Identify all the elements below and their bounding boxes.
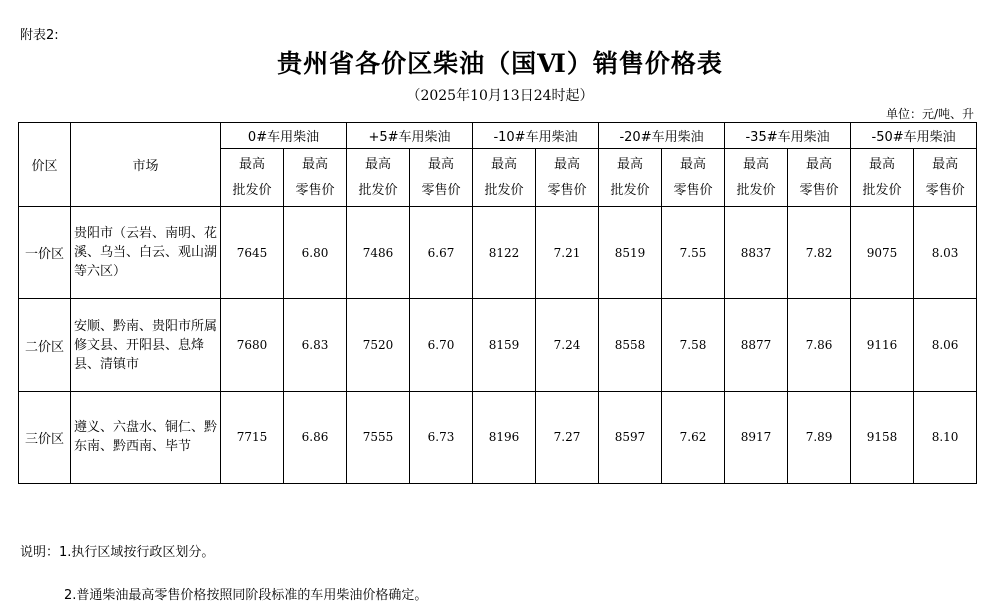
retail-price-cell: 6.73 <box>410 391 473 483</box>
retail-price-cell: 7.27 <box>536 391 599 483</box>
wholesale-header-line2: 批发价 <box>862 182 902 198</box>
wholesale-header-line2: 批发价 <box>358 182 398 198</box>
retail-price-cell: 8.10 <box>914 391 977 483</box>
retail-header <box>662 149 725 207</box>
retail-header <box>914 149 977 207</box>
table-row <box>19 299 977 391</box>
zone-cell: 二价区 <box>19 299 71 391</box>
retail-price-cell: 6.86 <box>284 391 347 483</box>
wholesale-header <box>221 149 284 207</box>
wholesale-price-cell: 7645 <box>221 207 284 299</box>
retail-price-cell: 7.62 <box>662 391 725 483</box>
product-header: -10#车用柴油 <box>473 123 599 149</box>
wholesale-price-cell: 8159 <box>473 299 536 391</box>
wholesale-header-line2: 批发价 <box>610 182 650 198</box>
wholesale-price-cell: 8519 <box>599 207 662 299</box>
product-header: 0#车用柴油 <box>221 123 347 149</box>
wholesale-header-line2: 批发价 <box>484 182 524 198</box>
zone-header: 价区 <box>19 123 71 207</box>
zone-cell: 一价区 <box>19 207 71 299</box>
retail-price-cell: 7.58 <box>662 299 725 391</box>
retail-header-line1: 最高 <box>428 156 455 172</box>
retail-price-cell: 7.86 <box>788 299 851 391</box>
retail-header-line2: 零售价 <box>925 182 965 198</box>
wholesale-price-cell: 8917 <box>725 391 788 483</box>
retail-price-cell: 7.55 <box>662 207 725 299</box>
retail-header <box>410 149 473 207</box>
wholesale-price-cell: 8196 <box>473 391 536 483</box>
retail-header-line1: 最高 <box>554 156 581 172</box>
wholesale-price-cell: 8877 <box>725 299 788 391</box>
wholesale-price-cell: 8837 <box>725 207 788 299</box>
retail-price-cell: 7.21 <box>536 207 599 299</box>
table-row <box>19 391 977 483</box>
market-header: 市场 <box>71 123 221 207</box>
wholesale-header <box>725 149 788 207</box>
wholesale-header <box>347 149 410 207</box>
market-cell: 安顺、黔南、贵阳市所属修文县、开阳县、息烽县、清镇市 <box>71 299 221 391</box>
wholesale-header <box>851 149 914 207</box>
wholesale-price-cell: 9116 <box>851 299 914 391</box>
wholesale-price-cell: 8122 <box>473 207 536 299</box>
retail-header-line1: 最高 <box>932 156 959 172</box>
market-cell: 遵义、六盘水、铜仁、黔东南、黔西南、毕节 <box>71 391 221 483</box>
wholesale-price-cell: 7555 <box>347 391 410 483</box>
retail-header-line2: 零售价 <box>673 182 713 198</box>
retail-header-line1: 最高 <box>680 156 707 172</box>
retail-header-line2: 零售价 <box>547 182 587 198</box>
retail-header <box>536 149 599 207</box>
retail-price-cell: 6.80 <box>284 207 347 299</box>
price-table <box>18 122 977 484</box>
wholesale-header-line1: 最高 <box>869 156 896 172</box>
retail-price-cell: 7.24 <box>536 299 599 391</box>
wholesale-price-cell: 9158 <box>851 391 914 483</box>
wholesale-price-cell: 8597 <box>599 391 662 483</box>
retail-header-line2: 零售价 <box>295 182 335 198</box>
retail-price-cell: 6.70 <box>410 299 473 391</box>
wholesale-header-line2: 批发价 <box>232 182 272 198</box>
effective-date: （2025年10月13日24时起） <box>406 88 594 104</box>
wholesale-price-cell: 9075 <box>851 207 914 299</box>
annex-label: 附表2: <box>20 28 59 43</box>
wholesale-price-cell: 8558 <box>599 299 662 391</box>
product-header: +5#车用柴油 <box>347 123 473 149</box>
page-title: 贵州省各价区柴油（国Ⅵ）销售价格表 <box>277 49 723 78</box>
table-row <box>19 207 977 299</box>
wholesale-header-line1: 最高 <box>238 156 265 172</box>
market-cell: 贵阳市（云岩、南明、花溪、乌当、白云、观山湖等六区） <box>71 207 221 299</box>
wholesale-price-cell: 7520 <box>347 299 410 391</box>
retail-price-cell: 6.67 <box>410 207 473 299</box>
retail-price-cell: 6.83 <box>284 299 347 391</box>
retail-price-cell: 7.82 <box>788 207 851 299</box>
retail-price-cell: 8.03 <box>914 207 977 299</box>
header-row-products <box>19 123 977 149</box>
wholesale-price-cell: 7680 <box>221 299 284 391</box>
wholesale-header-line1: 最高 <box>365 156 392 172</box>
zone-cell: 三价区 <box>19 391 71 483</box>
wholesale-header <box>599 149 662 207</box>
wholesale-header-line1: 最高 <box>491 156 518 172</box>
wholesale-header-line1: 最高 <box>617 156 644 172</box>
product-header: -50#车用柴油 <box>851 123 977 149</box>
retail-header <box>284 149 347 207</box>
product-header: -35#车用柴油 <box>725 123 851 149</box>
retail-price-cell: 8.06 <box>914 299 977 391</box>
retail-header <box>788 149 851 207</box>
retail-header-line1: 最高 <box>302 156 329 172</box>
retail-price-cell: 7.89 <box>788 391 851 483</box>
wholesale-header-line2: 批发价 <box>736 182 776 198</box>
wholesale-header <box>473 149 536 207</box>
unit-label: 单位：元/吨、升 <box>885 107 974 121</box>
retail-header-line2: 零售价 <box>421 182 461 198</box>
retail-header-line1: 最高 <box>806 156 833 172</box>
wholesale-price-cell: 7486 <box>347 207 410 299</box>
note-2: 2.普通柴油最高零售价格按照同阶段标准的车用柴油价格确定。 <box>64 588 428 603</box>
retail-header-line2: 零售价 <box>799 182 839 198</box>
product-header: -20#车用柴油 <box>599 123 725 149</box>
wholesale-header-line1: 最高 <box>743 156 770 172</box>
wholesale-price-cell: 7715 <box>221 391 284 483</box>
note-1: 说明：1.执行区域按行政区划分。 <box>20 545 215 560</box>
